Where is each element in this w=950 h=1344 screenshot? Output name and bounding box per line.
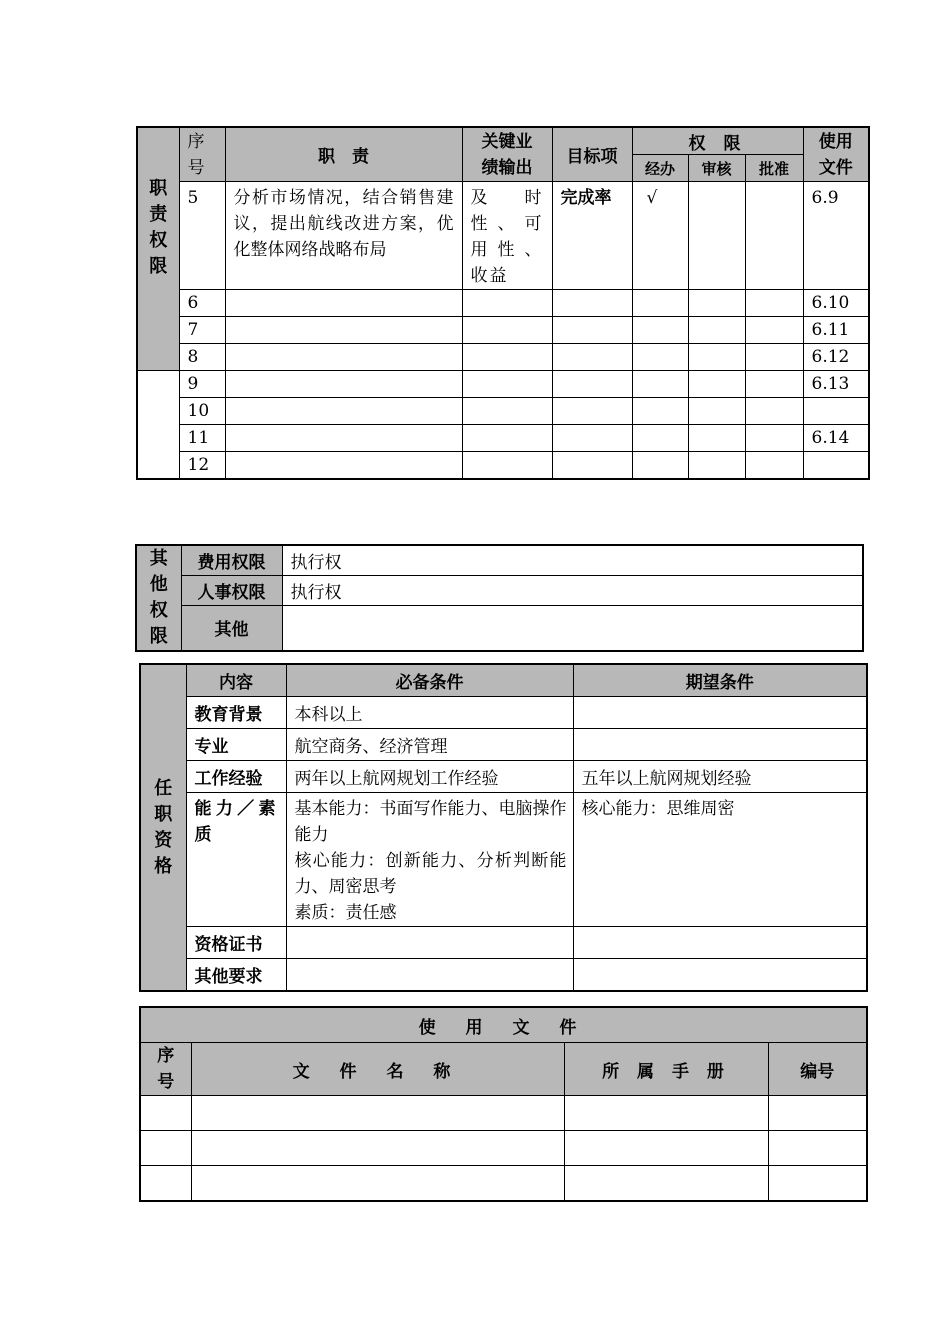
row-handle: √: [632, 182, 688, 290]
ability-line: 基本能力：书面写作能力、电脑操作能力: [294, 799, 567, 845]
doc-seq: [140, 1166, 191, 1202]
doc-number: [768, 1166, 867, 1202]
row-target: [552, 344, 632, 371]
row-approve: [745, 452, 803, 480]
row-target: [552, 290, 632, 317]
row-review: [688, 290, 745, 317]
header-desired: 期望条件: [573, 664, 867, 697]
authority-label: 费用权限: [181, 545, 282, 575]
authority-label: 其他: [181, 605, 282, 651]
other-authority-table: [135, 544, 864, 652]
row-target: [552, 452, 632, 480]
row-handle: [632, 452, 688, 480]
row-duty: [225, 290, 462, 317]
qualification-label: 其他要求: [186, 959, 286, 992]
authority-value: [282, 605, 863, 651]
doc-manual: [564, 1131, 768, 1166]
row-target: 完成率: [552, 182, 632, 290]
header-kpi: 关键业绩输出: [462, 127, 552, 182]
qualification-label: 工作经验: [186, 761, 286, 793]
header-required: 必备条件: [286, 664, 573, 697]
row-seq: 9: [179, 371, 225, 398]
qualification-required: 两年以上航网规划工作经验: [286, 761, 573, 793]
qualifications-table: [139, 663, 868, 992]
header-content: 内容: [186, 664, 286, 697]
row-handle: [632, 425, 688, 452]
row-review: [688, 452, 745, 480]
qualification-desired: 五年以上航网规划经验: [573, 761, 867, 793]
qualification-required: 本科以上: [286, 697, 573, 729]
header-doc-number: 编号: [768, 1043, 867, 1096]
row-target: [552, 398, 632, 425]
authority-value: 执行权: [282, 575, 863, 605]
row-kpi: [462, 452, 552, 480]
doc-seq: [140, 1131, 191, 1166]
row-duty: [225, 317, 462, 344]
qualification-required: 航空商务、经济管理: [286, 729, 573, 761]
authority-value: 执行权: [282, 545, 863, 575]
row-seq: 12: [179, 452, 225, 480]
row-duty: [225, 452, 462, 480]
qualification-label: 资格证书: [186, 927, 286, 959]
row-approve: [745, 371, 803, 398]
qualification-desired: [573, 729, 867, 761]
doc-manual: [564, 1166, 768, 1202]
qualification-desired: 核心能力：思维周密: [573, 793, 867, 927]
header-handle: 经办: [632, 155, 688, 182]
row-doc: 6.13: [803, 371, 869, 398]
row-seq: 10: [179, 398, 225, 425]
row-kpi: 及 时性、可用性、收益: [462, 182, 552, 290]
qualification-required-ability: [286, 793, 573, 927]
responsibilities-table: [136, 126, 870, 480]
header-doc-name: 文 件 名 称: [191, 1043, 564, 1096]
row-approve: [745, 317, 803, 344]
row-duty: [225, 425, 462, 452]
header-approve: 批准: [745, 155, 803, 182]
row-duty: [225, 398, 462, 425]
qualification-label: 教育背景: [186, 697, 286, 729]
row-review: [688, 371, 745, 398]
row-approve: [745, 182, 803, 290]
row-doc: 6.12: [803, 344, 869, 371]
row-review: [688, 344, 745, 371]
qualification-desired: [573, 697, 867, 729]
row-doc: 6.10: [803, 290, 869, 317]
doc-name: [191, 1131, 564, 1166]
ability-line: 素质：责任感: [294, 903, 397, 923]
row-kpi: [462, 317, 552, 344]
row-duty: [225, 371, 462, 398]
doc-manual: [564, 1096, 768, 1131]
row-target: [552, 317, 632, 344]
qualification-required: [286, 927, 573, 959]
section-label-responsibilities: 职责权限: [137, 127, 179, 371]
row-kpi: [462, 344, 552, 371]
row-doc: 6.11: [803, 317, 869, 344]
row-kpi: [462, 371, 552, 398]
header-seq: 序号: [179, 127, 225, 182]
row-kpi: [462, 290, 552, 317]
row-kpi: [462, 398, 552, 425]
doc-name: [191, 1166, 564, 1202]
authority-label: 人事权限: [181, 575, 282, 605]
row-doc: 6.9: [803, 182, 869, 290]
row-seq: 5: [179, 182, 225, 290]
qualification-label: 专业: [186, 729, 286, 761]
row-approve: [745, 425, 803, 452]
section-label-other-authority: 其他权限: [136, 545, 181, 651]
row-handle: [632, 290, 688, 317]
qualification-required: [286, 959, 573, 992]
row-doc: [803, 398, 869, 425]
row-target: [552, 371, 632, 398]
row-seq: 6: [179, 290, 225, 317]
header-doc-manual: 所 属 手 册: [564, 1043, 768, 1096]
row-review: [688, 182, 745, 290]
qualification-label: 能力／素质: [186, 793, 286, 927]
doc-number: [768, 1131, 867, 1166]
row-handle: [632, 344, 688, 371]
row-duty: [225, 344, 462, 371]
qualification-desired: [573, 959, 867, 992]
documents-table: [139, 1006, 868, 1202]
section-label-qualifications: 任职资格: [140, 664, 186, 991]
row-seq: 11: [179, 425, 225, 452]
header-doc-seq: 序号: [140, 1043, 191, 1096]
ability-line: 核心能力：创新能力、分析判断能力、周密思考: [294, 851, 567, 897]
header-duty: 职 责: [225, 127, 462, 182]
header-authority: 权 限: [632, 127, 803, 155]
row-approve: [745, 398, 803, 425]
row-handle: [632, 398, 688, 425]
section-label-filler: [137, 371, 179, 480]
header-review: 审核: [688, 155, 745, 182]
row-seq: 8: [179, 344, 225, 371]
row-doc: [803, 452, 869, 480]
header-docs: 使用文件: [803, 127, 869, 182]
row-doc: 6.14: [803, 425, 869, 452]
row-handle: [632, 371, 688, 398]
doc-name: [191, 1096, 564, 1131]
row-target: [552, 425, 632, 452]
row-approve: [745, 290, 803, 317]
row-approve: [745, 344, 803, 371]
qualification-desired: [573, 927, 867, 959]
row-handle: [632, 317, 688, 344]
row-review: [688, 425, 745, 452]
row-seq: 7: [179, 317, 225, 344]
row-duty: 分析市场情况，结合销售建议，提出航线改进方案，优化整体网络战略布局: [225, 182, 462, 290]
doc-number: [768, 1096, 867, 1131]
row-review: [688, 398, 745, 425]
header-target: 目标项: [552, 127, 632, 182]
documents-title: 使 用 文 件: [140, 1007, 867, 1043]
doc-seq: [140, 1096, 191, 1131]
row-kpi: [462, 425, 552, 452]
row-review: [688, 317, 745, 344]
